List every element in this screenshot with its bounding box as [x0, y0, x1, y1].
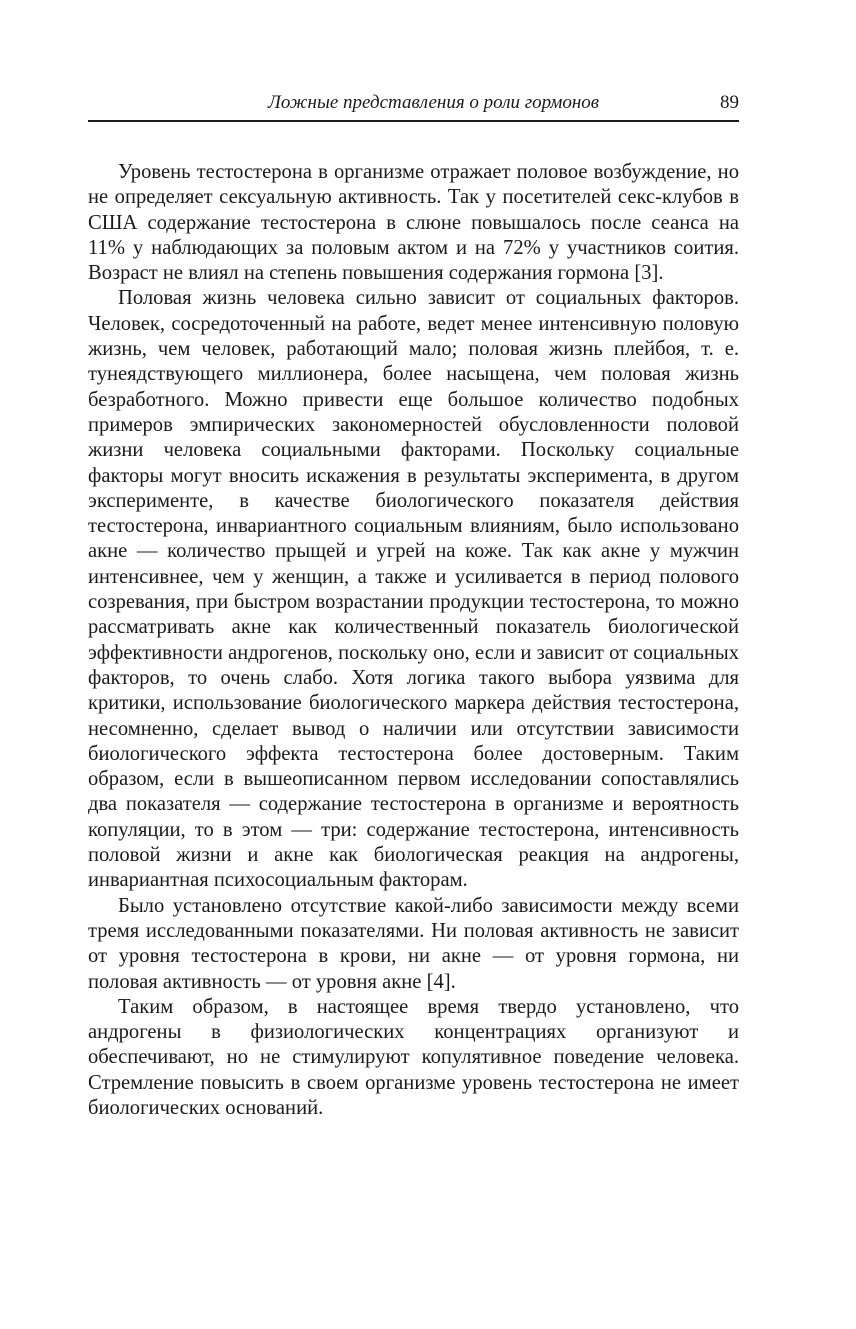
paragraph: Половая жизнь человека сильно зависит от социальных факторов. Человек, сосредоточенный на работе, ведет менее интенсивную половую жизнь, чем человек, работающий мало; половая жизнь плейбоя, т. е. тунеядствующего миллионера, более насыщена, чем половая жизнь безработного. Можно привести еще большое количество подобных примеров эмпирических закономерностей обусловленности половой жизни человека социальными факторами. Поскольку социальные факторы могут вносить искажения в результаты эксперимента, в другом эксперименте, в качестве биологического показателя действия тестостерона, инвариантного социальным влияниям, было использовано акне — количество прыщей и угрей на коже. Так как акне у мужчин интенсивнее, чем у женщин, а также и усиливается в период полового созревания, при быстром возрастании продукции тестостерона, то можно рассматривать акне как количественный показатель биологической эффективности андрогенов, поскольку оно, если и зависит от социальных факторов, то очень слабо. Хотя логика такого выбора уязвима для критики, использование биологического маркера действия тестостерона, несомненно, сделает вывод о наличии или отсутствии зависимости биологического эффекта тестостерона более достоверным. Таким образом, если в вышеописанном первом исследовании сопоставлялись два показателя — содержание тестостерона в организме и вероятность копуляции, то в этом — три: содержание тестостерона, интенсивность половой жизни и акне как биологическая реакция на андрогены, инвариантная психосоциальным факторам.: [88, 287, 739, 892]
body-text: [88, 160, 739, 1121]
page-number: 89: [720, 92, 739, 113]
paragraph: Таким образом, в настоящее время твердо установлено, что андрогены в физиологических концентрациях организуют и обеспечивают, но не стимулируют копулятивное поведение человека. Стремление повысить в своем организме уровень тестостерона не имеет биологических оснований.: [88, 995, 739, 1119]
running-title: Ложные представления о роли гормонов: [267, 92, 599, 113]
paragraph: Было установлено отсутствие какой-либо зависимости между всеми тремя исследованными показателями. Ни половая активность не зависит от уровня тестостерона в крови, ни акне — от уровня гормона, ни половая активность — от уровня акне [4].: [88, 894, 739, 993]
paragraph: Уровень тестостерона в организме отражает половое возбуждение, но не определяет сексуальную активность. Так у посетителей секс-клубов в США содержание тестостерона в слюне повышалось после сеанса на 11% у наблюдающих за половым актом и на 72% у участников соития. Возраст не влиял на степень повышения содержания гормона [3].: [88, 161, 739, 285]
page-header: [88, 88, 739, 122]
